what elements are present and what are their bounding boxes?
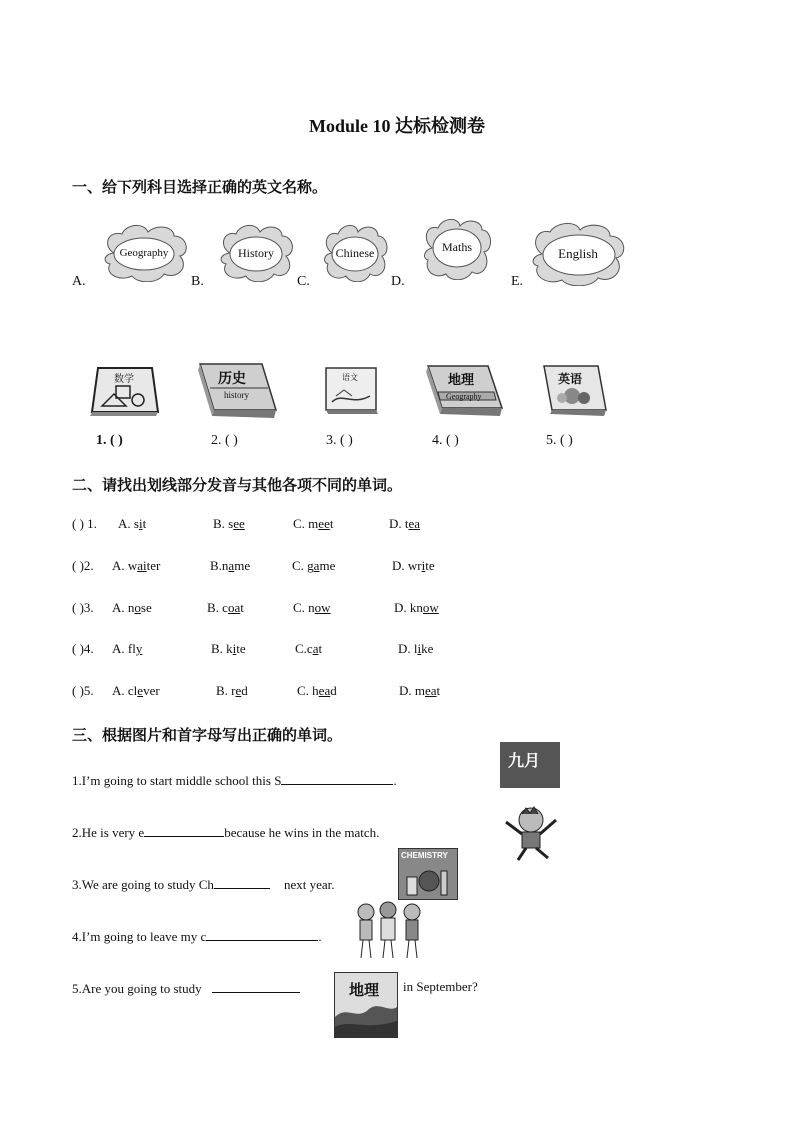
- underlined-part: i: [232, 641, 237, 656]
- underlined-part: a: [313, 558, 320, 573]
- picture-text: 地理: [349, 983, 380, 999]
- word-option: [207, 600, 244, 616]
- word-part: t: [329, 516, 334, 531]
- word-part: d: [241, 683, 248, 698]
- word-option: [213, 516, 245, 532]
- word-part: A. cl: [112, 683, 138, 698]
- word-option: [392, 558, 435, 574]
- picture-text: CHEMISTRY: [401, 851, 448, 860]
- underlined-part: e: [137, 683, 144, 698]
- september-picture: [500, 742, 560, 788]
- option-letter-b: B.: [191, 274, 204, 289]
- question-2: [72, 823, 379, 841]
- word-part: B. k: [211, 641, 233, 656]
- cloud-english: [528, 222, 628, 286]
- word-option: [389, 516, 420, 532]
- word-part: C.c: [295, 641, 313, 656]
- book-cover-title: 英语: [558, 372, 583, 386]
- answer-label: 3. ( ): [326, 433, 353, 448]
- cloud-label: Geography: [119, 247, 169, 259]
- word-option: [210, 558, 250, 574]
- underlined-part: i: [138, 516, 143, 531]
- word-part: B. c: [207, 600, 228, 615]
- word-part: A. fl: [112, 641, 136, 656]
- section2-heading: 二、请找出划线部分发音与其他各项不同的单词。: [72, 478, 403, 494]
- section3-heading: 三、根据图片和首字母写出正确的单词。: [72, 728, 343, 744]
- underlined-part: ow: [422, 600, 439, 615]
- underlined-part: ea: [425, 683, 437, 698]
- geography-book-picture: [334, 972, 398, 1038]
- word-option: [112, 683, 160, 699]
- answer-blank[interactable]: [212, 979, 300, 993]
- word-part: me: [234, 558, 251, 573]
- word-part: D. t: [389, 516, 409, 531]
- answer-blank[interactable]: [281, 771, 393, 785]
- question-text: because he wins in the match.: [224, 825, 380, 840]
- answer-label: 4. ( ): [432, 433, 459, 448]
- question-text: 2.He is very e: [72, 825, 145, 840]
- chemistry-book-picture: [398, 848, 458, 900]
- word-option: [398, 641, 433, 657]
- picture-text: 九月: [508, 753, 541, 770]
- word-part: D. l: [398, 641, 418, 656]
- answer-bracket[interactable]: ( ) 1.: [72, 516, 97, 531]
- word-option: [118, 516, 146, 532]
- word-part: C. n: [293, 600, 315, 615]
- underlined-part: o: [134, 600, 141, 615]
- answer-blank-2[interactable]: [211, 433, 238, 449]
- answer-label: 5. ( ): [546, 433, 573, 448]
- question-text: 4.I’m going to leave my c: [72, 929, 207, 944]
- word-part: A. w: [112, 558, 138, 573]
- word-part: B. s: [213, 516, 234, 531]
- word-part: t: [142, 516, 147, 531]
- underlined-part: y: [135, 641, 143, 656]
- underlined-part: oa: [227, 600, 241, 615]
- cloud-label: English: [558, 246, 598, 261]
- underlined-part: ea: [318, 683, 331, 698]
- cloud-chinese: [322, 224, 388, 282]
- underlined-part: i: [421, 558, 426, 573]
- question-text: 1.I’m going to start middle school this S: [72, 773, 282, 788]
- answer-blank-5[interactable]: [546, 433, 573, 449]
- classmates-picture: [352, 900, 430, 962]
- word-part: d: [330, 683, 337, 698]
- word-part: ver: [143, 683, 160, 698]
- word-part: te: [425, 558, 435, 573]
- book-cover-title: 地理: [448, 372, 475, 387]
- underlined-part: ea: [408, 516, 421, 531]
- word-part: D. wr: [392, 558, 422, 573]
- cloud-label: History: [238, 245, 274, 260]
- word-part: ke: [421, 641, 434, 656]
- answer-blank[interactable]: [206, 927, 318, 941]
- underlined-part: a: [312, 641, 319, 656]
- word-part: A. s: [118, 516, 139, 531]
- word-part: se: [140, 600, 152, 615]
- question-5: [72, 979, 300, 997]
- book-history-image: [196, 360, 278, 420]
- cloud-geography: [100, 224, 188, 282]
- question-text: next year.: [283, 877, 335, 892]
- book-geography-image: [424, 362, 504, 418]
- question-text: .: [318, 929, 322, 944]
- question-5-tail: [403, 979, 478, 995]
- cloud-maths: [422, 218, 492, 280]
- answer-blank[interactable]: [214, 875, 270, 889]
- answer-bracket[interactable]: ( )3.: [72, 600, 94, 615]
- word-option: [293, 600, 331, 616]
- answer-bracket[interactable]: ( )4.: [72, 641, 94, 656]
- answer-bracket[interactable]: ( )5.: [72, 683, 94, 698]
- underlined-part: ee: [233, 516, 245, 531]
- excited-boy-picture: [496, 804, 566, 862]
- word-part: B.n: [210, 558, 229, 573]
- word-option: [292, 558, 335, 574]
- page-title: Module 10 达标检测卷: [308, 116, 485, 136]
- answer-bracket[interactable]: ( )2.: [72, 558, 94, 573]
- answer-label: 1. ( ): [96, 433, 123, 448]
- option-letter-e: E.: [511, 274, 524, 289]
- question-4: [72, 927, 322, 945]
- book-english-image: [540, 362, 610, 418]
- book-cover-sub: Geography: [446, 392, 482, 401]
- cloud-label: Chinese: [335, 245, 375, 260]
- option-letter-d: D.: [391, 274, 405, 289]
- answer-label: 2. ( ): [211, 433, 238, 448]
- underlined-part: e: [235, 683, 242, 698]
- cloud-history: [218, 224, 294, 282]
- word-option: [112, 641, 142, 657]
- book-cover-sub: history: [224, 390, 250, 400]
- word-part: C. h: [297, 683, 319, 698]
- question-text: 5.Are you going to study: [72, 981, 202, 996]
- underlined-part: i: [417, 641, 422, 656]
- book-cover-title: 语文: [342, 373, 358, 382]
- option-letter-a: A.: [72, 274, 86, 289]
- question-1: [72, 771, 397, 789]
- word-part: t: [318, 641, 323, 656]
- word-part: D. kn: [394, 600, 423, 615]
- book-maths-image: [88, 364, 162, 416]
- word-part: D. m: [399, 683, 425, 698]
- question-text: in September?: [403, 979, 478, 994]
- option-letter-c: C.: [297, 274, 310, 289]
- word-part: te: [236, 641, 246, 656]
- answer-blank-1[interactable]: [96, 433, 123, 449]
- question-3: [72, 875, 334, 893]
- section1-heading: 一、给下列科目选择正确的英文名称。: [72, 180, 328, 196]
- word-option: [297, 683, 337, 699]
- word-part: me: [319, 558, 336, 573]
- word-option: [211, 641, 246, 657]
- answer-blank[interactable]: [144, 823, 224, 837]
- question-text: 3.We are going to study Ch: [72, 877, 214, 892]
- book-chinese-image: [322, 366, 380, 416]
- word-option: [293, 516, 333, 532]
- word-option: [399, 683, 440, 699]
- underlined-part: ai: [137, 558, 147, 573]
- word-part: C. g: [292, 558, 314, 573]
- question-text: .: [393, 773, 397, 788]
- word-option: [112, 558, 160, 574]
- word-option: [216, 683, 248, 699]
- word-part: B. r: [216, 683, 236, 698]
- book-cover-title: 历史: [218, 372, 246, 387]
- word-part: t: [436, 683, 441, 698]
- word-option: [394, 600, 439, 616]
- word-part: A. n: [112, 600, 135, 615]
- answer-blank-3[interactable]: [326, 433, 353, 449]
- word-option: [295, 641, 322, 657]
- answer-blank-4[interactable]: [432, 433, 459, 449]
- underlined-part: ee: [318, 516, 330, 531]
- word-option: [112, 600, 152, 616]
- cloud-label: Maths: [442, 239, 472, 254]
- underlined-part: a: [228, 558, 235, 573]
- word-part: ter: [146, 558, 161, 573]
- book-cover-title: 数学: [114, 374, 134, 385]
- word-part: t: [240, 600, 244, 615]
- underlined-part: ow: [314, 600, 331, 615]
- word-part: C. m: [293, 516, 319, 531]
